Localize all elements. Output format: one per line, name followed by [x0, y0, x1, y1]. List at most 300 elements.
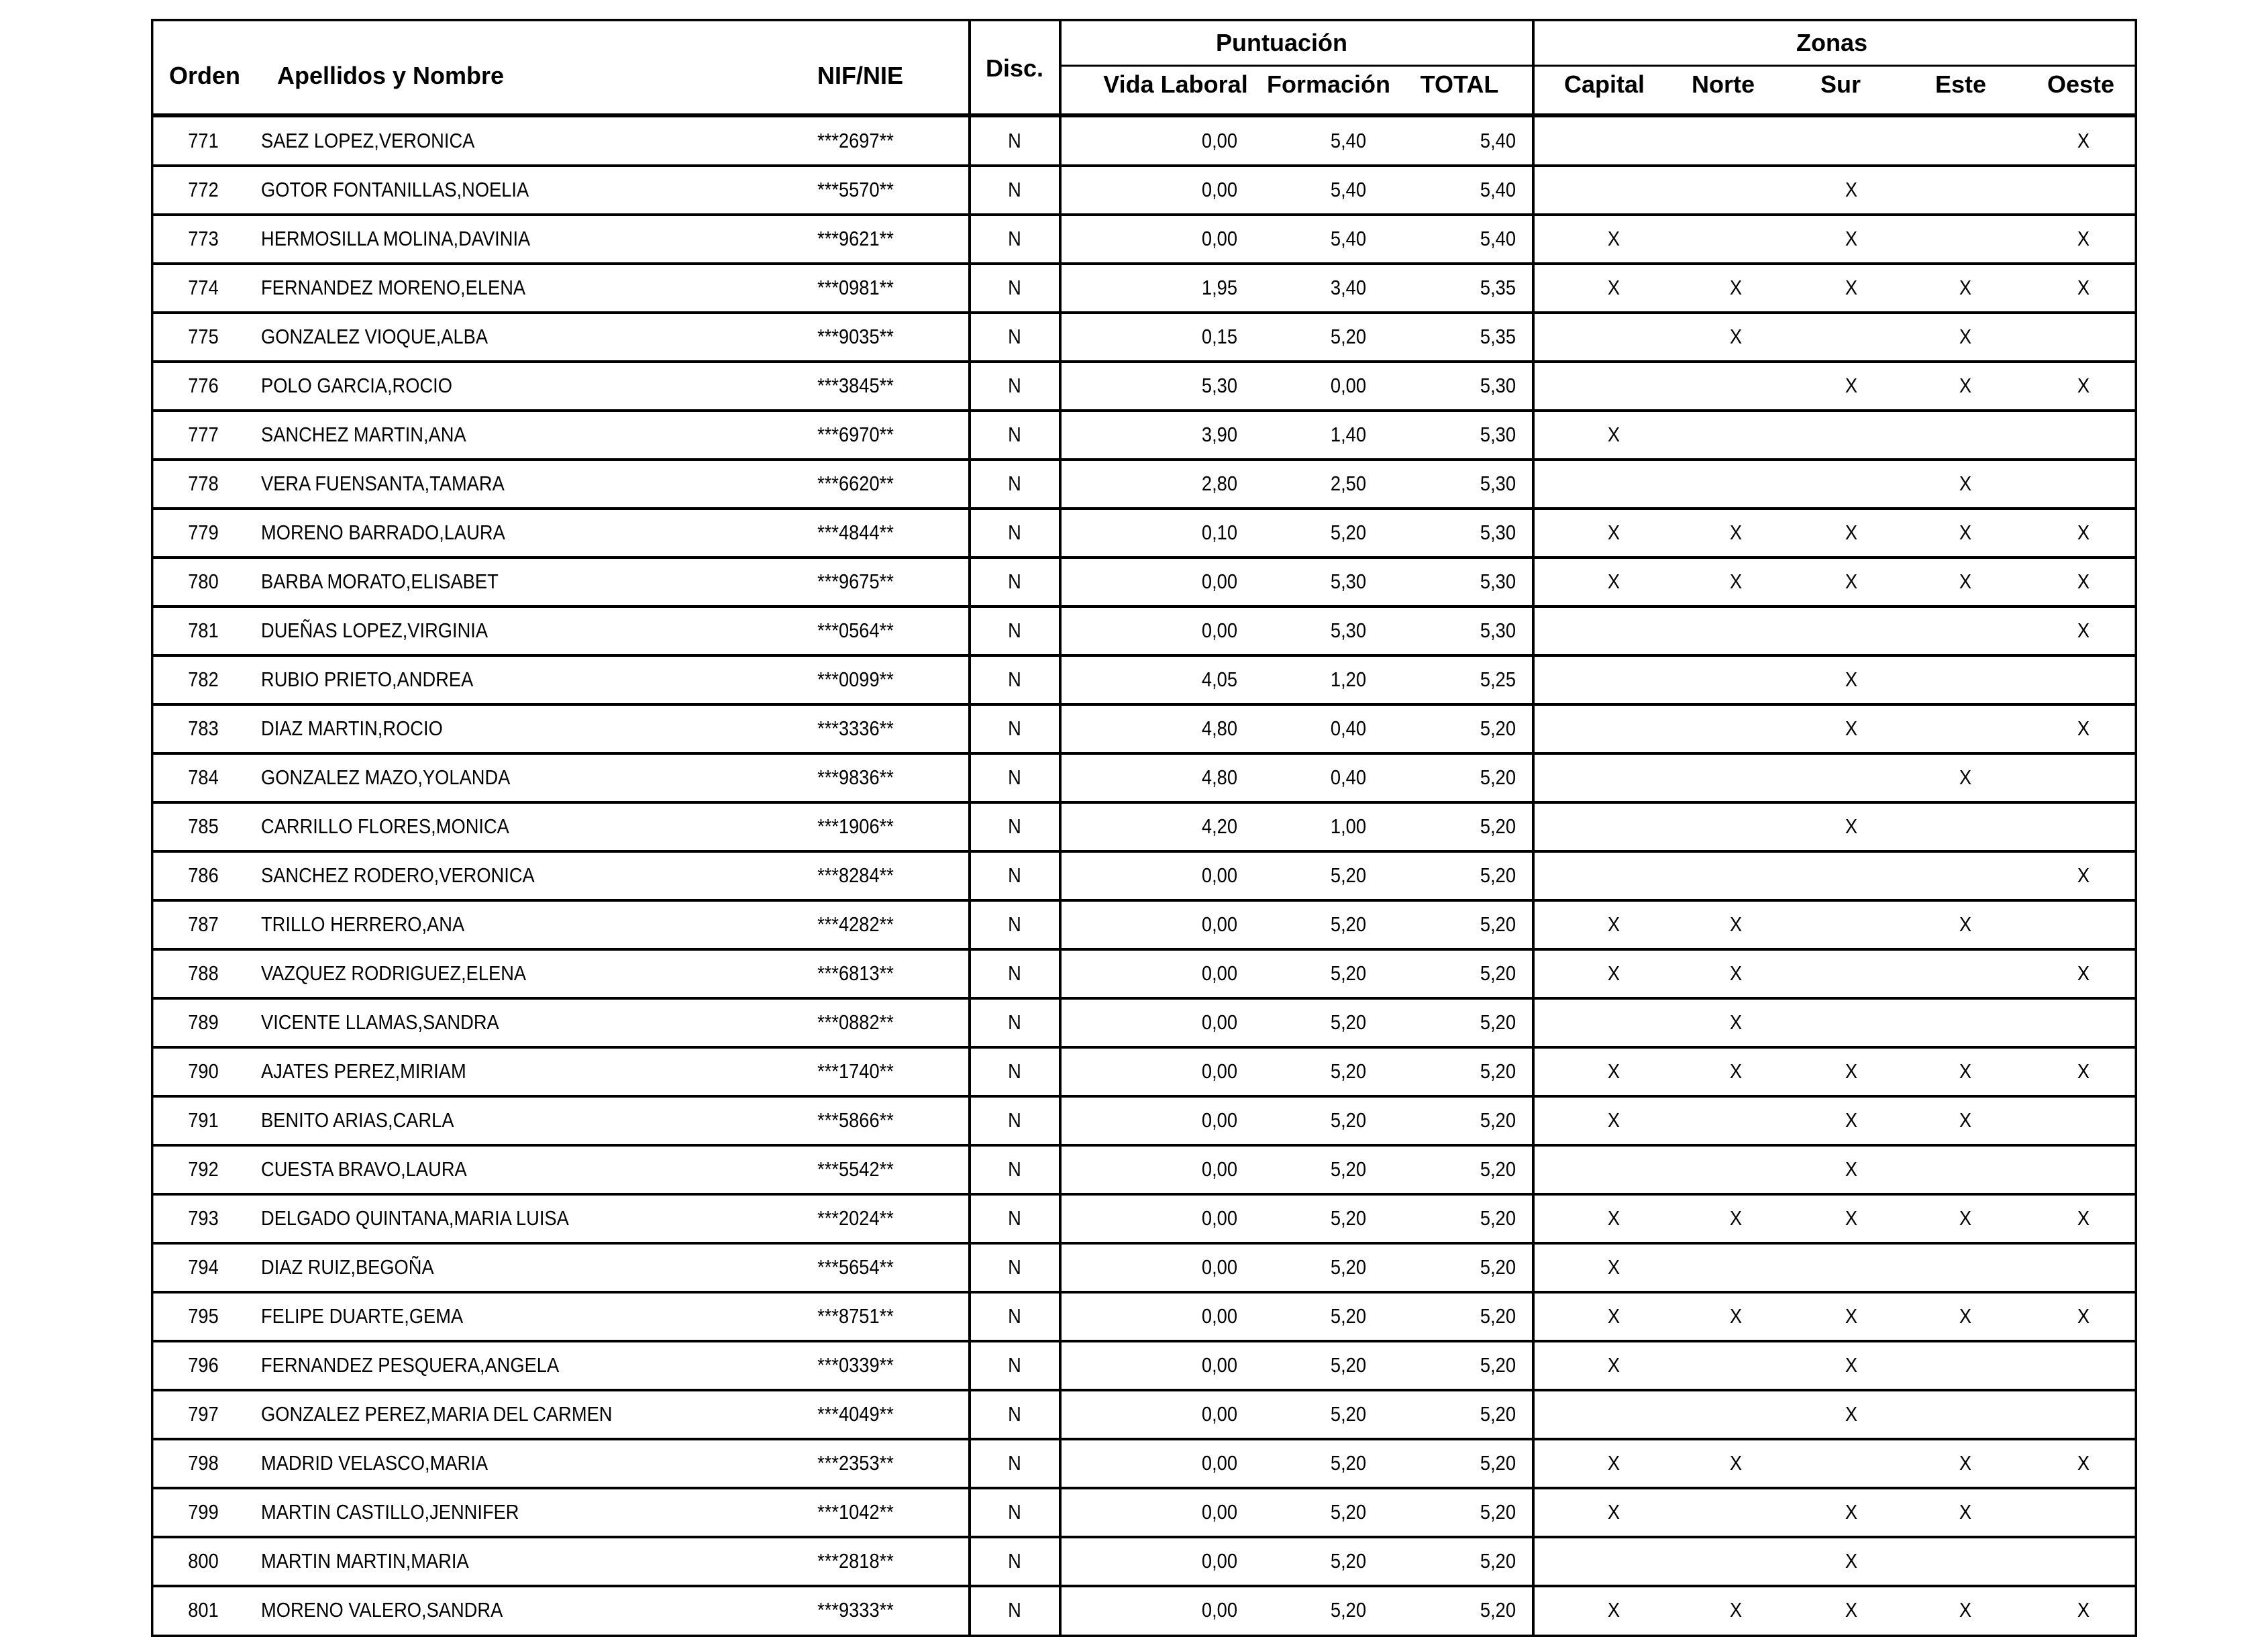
cell-disc: N: [1008, 1353, 1021, 1377]
cell-total: 5,20: [1480, 863, 1516, 887]
zone-mark-este: X: [1959, 276, 1972, 299]
cell-disc: N: [1008, 178, 1021, 201]
cell-vida-laboral: 0,00: [1201, 1206, 1237, 1230]
zone-mark-sur: X: [1845, 178, 1858, 201]
zone-mark-capital: X: [1607, 276, 1620, 299]
cell-nombre: AJATES PEREZ,MIRIAM: [261, 1059, 466, 1083]
zone-mark-norte: X: [1729, 276, 1743, 299]
cell-disc: N: [1008, 1500, 1021, 1524]
cell-nombre: GONZALEZ VIOQUE,ALBA: [261, 325, 488, 348]
cell-nif: ***1740**: [817, 1059, 894, 1083]
cell-nombre: MORENO VALERO,SANDRA: [261, 1598, 503, 1622]
cell-orden: 791: [188, 1108, 219, 1132]
cell-nombre: DIAZ MARTIN,ROCIO: [261, 717, 443, 740]
cell-total: 5,40: [1480, 227, 1516, 250]
cell-nif: ***0099**: [817, 668, 894, 691]
cell-orden: 778: [188, 472, 219, 495]
cell-nombre: TRILLO HERRERO,ANA: [261, 912, 465, 936]
zone-mark-sur: X: [1845, 717, 1858, 740]
zone-mark-sur: X: [1845, 227, 1858, 250]
cell-vida-laboral: 0,00: [1201, 1059, 1237, 1083]
zone-mark-oeste: X: [2077, 1598, 2090, 1622]
cell-nif: ***4282**: [817, 912, 894, 936]
cell-formacion: 5,40: [1330, 178, 1366, 201]
header-capital: Capital: [1563, 70, 1645, 98]
zone-mark-capital: X: [1607, 521, 1620, 544]
zone-mark-capital: X: [1607, 1108, 1620, 1132]
cell-disc: N: [1008, 961, 1021, 985]
cell-formacion: 5,20: [1330, 1598, 1366, 1622]
zone-mark-norte: X: [1729, 1451, 1743, 1475]
cell-formacion: 5,20: [1330, 863, 1366, 887]
cell-formacion: 5,20: [1330, 961, 1366, 985]
cell-total: 5,20: [1480, 765, 1516, 789]
cell-formacion: 5,40: [1330, 129, 1366, 152]
zone-mark-capital: X: [1607, 1059, 1620, 1083]
header-vida-laboral: Vida Laboral: [1103, 70, 1248, 98]
cell-orden: 793: [188, 1206, 219, 1230]
cell-orden: 783: [188, 717, 219, 740]
cell-formacion: 0,40: [1330, 717, 1366, 740]
header-orden: Orden: [168, 62, 241, 89]
cell-nombre: VERA FUENSANTA,TAMARA: [261, 472, 505, 495]
cell-orden: 777: [188, 423, 219, 446]
zone-mark-este: X: [1959, 1500, 1972, 1524]
cell-nif: ***3845**: [817, 374, 894, 397]
cell-disc: N: [1008, 325, 1021, 348]
cell-total: 5,30: [1480, 472, 1516, 495]
cell-vida-laboral: 0,10: [1201, 521, 1237, 544]
cell-vida-laboral: 4,80: [1201, 765, 1237, 789]
cell-total: 5,30: [1480, 619, 1516, 642]
cell-total: 5,20: [1480, 1402, 1516, 1426]
cell-orden: 774: [188, 276, 219, 299]
zone-mark-oeste: X: [2077, 570, 2090, 593]
zone-mark-oeste: X: [2077, 1059, 2090, 1083]
zone-mark-norte: X: [1729, 1598, 1743, 1622]
cell-formacion: 5,20: [1330, 325, 1366, 348]
cell-orden: 796: [188, 1353, 219, 1377]
cell-disc: N: [1008, 814, 1021, 838]
cell-formacion: 5,20: [1330, 1206, 1366, 1230]
zone-mark-sur: X: [1845, 1598, 1858, 1622]
cell-formacion: 3,40: [1330, 276, 1366, 299]
zone-mark-norte: X: [1729, 521, 1743, 544]
cell-nombre: DIAZ RUIZ,BEGOÑA: [261, 1255, 434, 1279]
cell-nombre: VICENTE LLAMAS,SANDRA: [261, 1010, 499, 1034]
zone-mark-norte: X: [1729, 325, 1743, 348]
cell-formacion: 0,00: [1330, 374, 1366, 397]
zone-mark-norte: X: [1729, 570, 1743, 593]
cell-total: 5,20: [1480, 1451, 1516, 1475]
cell-nif: ***1906**: [817, 814, 894, 838]
cell-disc: N: [1008, 227, 1021, 250]
cell-orden: 780: [188, 570, 219, 593]
cell-disc: N: [1008, 1304, 1021, 1328]
cell-total: 5,35: [1480, 325, 1516, 348]
cell-total: 5,40: [1480, 129, 1516, 152]
cell-disc: N: [1008, 276, 1021, 299]
cell-vida-laboral: 4,20: [1201, 814, 1237, 838]
zone-mark-oeste: X: [2077, 276, 2090, 299]
cell-orden: 772: [188, 178, 219, 201]
cell-vida-laboral: 0,00: [1201, 912, 1237, 936]
cell-nif: ***0564**: [817, 619, 894, 642]
cell-total: 5,25: [1480, 668, 1516, 691]
header-este: Este: [1935, 70, 1987, 98]
cell-orden: 790: [188, 1059, 219, 1083]
cell-total: 5,30: [1480, 521, 1516, 544]
cell-nombre: BARBA MORATO,ELISABET: [261, 570, 499, 593]
zone-mark-sur: X: [1845, 1549, 1858, 1573]
zone-mark-capital: X: [1607, 912, 1620, 936]
cell-total: 5,30: [1480, 423, 1516, 446]
zone-mark-capital: X: [1607, 227, 1620, 250]
cell-formacion: 2,50: [1330, 472, 1366, 495]
zone-mark-capital: X: [1607, 1206, 1620, 1230]
cell-nif: ***6970**: [817, 423, 894, 446]
cell-nombre: GONZALEZ PEREZ,MARIA DEL CARMEN: [261, 1402, 613, 1426]
zone-mark-oeste: X: [2077, 961, 2090, 985]
cell-formacion: 5,20: [1330, 1549, 1366, 1573]
cell-vida-laboral: 0,00: [1201, 1598, 1237, 1622]
cell-total: 5,30: [1480, 374, 1516, 397]
cell-formacion: 5,20: [1330, 1304, 1366, 1328]
cell-disc: N: [1008, 1598, 1021, 1622]
cell-nombre: RUBIO PRIETO,ANDREA: [261, 668, 474, 691]
cell-nif: ***9621**: [817, 227, 894, 250]
cell-total: 5,20: [1480, 1255, 1516, 1279]
zone-mark-este: X: [1959, 765, 1972, 789]
zone-mark-oeste: X: [2077, 619, 2090, 642]
zone-mark-oeste: X: [2077, 1206, 2090, 1230]
cell-nif: ***2818**: [817, 1549, 894, 1573]
cell-nif: ***5542**: [817, 1157, 894, 1181]
zone-mark-norte: X: [1729, 1059, 1743, 1083]
cell-nombre: MARTIN MARTIN,MARIA: [261, 1549, 469, 1573]
cell-orden: 792: [188, 1157, 219, 1181]
cell-nif: ***0339**: [817, 1353, 894, 1377]
cell-vida-laboral: 0,00: [1201, 178, 1237, 201]
zone-mark-este: X: [1959, 1206, 1972, 1230]
cell-orden: 776: [188, 374, 219, 397]
cell-orden: 800: [188, 1549, 219, 1573]
cell-nombre: POLO GARCIA,ROCIO: [261, 374, 452, 397]
cell-nombre: MARTIN CASTILLO,JENNIFER: [261, 1500, 519, 1524]
header-formacion: Formación: [1266, 70, 1391, 98]
cell-formacion: 5,20: [1330, 912, 1366, 936]
cell-disc: N: [1008, 619, 1021, 642]
cell-formacion: 5,20: [1330, 1255, 1366, 1279]
cell-nif: ***4844**: [817, 521, 894, 544]
zone-mark-sur: X: [1845, 276, 1858, 299]
cell-vida-laboral: 0,15: [1201, 325, 1237, 348]
cell-nif: ***9035**: [817, 325, 894, 348]
cell-total: 5,35: [1480, 276, 1516, 299]
cell-nif: ***8284**: [817, 863, 894, 887]
header-puntuacion: Puntuación: [1216, 29, 1347, 56]
zone-mark-capital: X: [1607, 1255, 1620, 1279]
cell-vida-laboral: 4,80: [1201, 717, 1237, 740]
cell-orden: 785: [188, 814, 219, 838]
cell-formacion: 5,20: [1330, 1451, 1366, 1475]
zone-mark-sur: X: [1845, 668, 1858, 691]
cell-total: 5,30: [1480, 570, 1516, 593]
cell-nombre: GONZALEZ MAZO,YOLANDA: [261, 765, 511, 789]
cell-disc: N: [1008, 765, 1021, 789]
zone-mark-sur: X: [1845, 1059, 1858, 1083]
cell-formacion: 5,40: [1330, 227, 1366, 250]
zone-mark-sur: X: [1845, 570, 1858, 593]
cell-nif: ***8751**: [817, 1304, 894, 1328]
zone-mark-sur: X: [1845, 374, 1858, 397]
cell-disc: N: [1008, 668, 1021, 691]
cell-total: 5,20: [1480, 1598, 1516, 1622]
cell-vida-laboral: 2,80: [1201, 472, 1237, 495]
cell-nif: ***2697**: [817, 129, 894, 152]
cell-nif: ***0882**: [817, 1010, 894, 1034]
cell-formacion: 5,20: [1330, 521, 1366, 544]
cell-orden: 799: [188, 1500, 219, 1524]
cell-total: 5,20: [1480, 912, 1516, 936]
cell-nombre: CUESTA BRAVO,LAURA: [261, 1157, 467, 1181]
cell-orden: 786: [188, 863, 219, 887]
cell-disc: N: [1008, 521, 1021, 544]
cell-nif: ***5654**: [817, 1255, 894, 1279]
cell-nombre: DELGADO QUINTANA,MARIA LUISA: [261, 1206, 569, 1230]
zone-mark-sur: X: [1845, 1157, 1858, 1181]
header-oeste: Oeste: [2047, 70, 2115, 98]
cell-total: 5,20: [1480, 1549, 1516, 1573]
cell-nif: ***3336**: [817, 717, 894, 740]
zone-mark-oeste: X: [2077, 1304, 2090, 1328]
cell-orden: 788: [188, 961, 219, 985]
cell-orden: 779: [188, 521, 219, 544]
cell-vida-laboral: 0,00: [1201, 1108, 1237, 1132]
zone-mark-norte: X: [1729, 1206, 1743, 1230]
cell-vida-laboral: 0,00: [1201, 1353, 1237, 1377]
cell-nombre: SANCHEZ MARTIN,ANA: [261, 423, 466, 446]
zone-mark-sur: X: [1845, 1500, 1858, 1524]
cell-formacion: 1,00: [1330, 814, 1366, 838]
cell-vida-laboral: 0,00: [1201, 1451, 1237, 1475]
cell-disc: N: [1008, 1157, 1021, 1181]
cell-nombre: CARRILLO FLORES,MONICA: [261, 814, 509, 838]
cell-total: 5,20: [1480, 1108, 1516, 1132]
cell-disc: N: [1008, 717, 1021, 740]
zone-mark-oeste: X: [2077, 521, 2090, 544]
header-nombre: Apellidos y Nombre: [277, 62, 505, 89]
cell-nombre: GOTOR FONTANILLAS,NOELIA: [261, 178, 529, 201]
zone-mark-este: X: [1959, 325, 1972, 348]
cell-formacion: 5,20: [1330, 1353, 1366, 1377]
cell-nif: ***9836**: [817, 765, 894, 789]
zone-mark-este: X: [1959, 912, 1972, 936]
cell-nif: ***2353**: [817, 1451, 894, 1475]
zone-mark-este: X: [1959, 374, 1972, 397]
cell-vida-laboral: 0,00: [1201, 1304, 1237, 1328]
cell-disc: N: [1008, 570, 1021, 593]
cell-nif: ***5866**: [817, 1108, 894, 1132]
cell-nombre: SANCHEZ RODERO,VERONICA: [261, 863, 535, 887]
cell-vida-laboral: 0,00: [1201, 619, 1237, 642]
zone-mark-norte: X: [1729, 1304, 1743, 1328]
zone-mark-sur: X: [1845, 814, 1858, 838]
zone-mark-capital: X: [1607, 1304, 1620, 1328]
zone-mark-sur: X: [1845, 1304, 1858, 1328]
cell-disc: N: [1008, 1451, 1021, 1475]
zone-mark-oeste: X: [2077, 227, 2090, 250]
zone-mark-este: X: [1959, 1108, 1972, 1132]
cell-disc: N: [1008, 472, 1021, 495]
cell-nombre: MADRID VELASCO,MARIA: [261, 1451, 488, 1475]
zone-mark-norte: X: [1729, 1010, 1743, 1034]
results-sheet: [151, 19, 2137, 1637]
cell-orden: 795: [188, 1304, 219, 1328]
zone-mark-oeste: X: [2077, 717, 2090, 740]
cell-disc: N: [1008, 863, 1021, 887]
zone-mark-oeste: X: [2077, 374, 2090, 397]
cell-nombre: MORENO BARRADO,LAURA: [261, 521, 505, 544]
cell-formacion: 0,40: [1330, 765, 1366, 789]
cell-disc: N: [1008, 129, 1021, 152]
cell-vida-laboral: 0,00: [1201, 863, 1237, 887]
cell-orden: 771: [188, 129, 219, 152]
zone-mark-sur: X: [1845, 521, 1858, 544]
zone-mark-capital: X: [1607, 961, 1620, 985]
cell-disc: N: [1008, 1402, 1021, 1426]
cell-orden: 787: [188, 912, 219, 936]
cell-orden: 794: [188, 1255, 219, 1279]
cell-vida-laboral: 0,00: [1201, 570, 1237, 593]
zone-mark-este: X: [1959, 570, 1972, 593]
cell-vida-laboral: 0,00: [1201, 1010, 1237, 1034]
cell-nombre: SAEZ LOPEZ,VERONICA: [261, 129, 475, 152]
zone-mark-este: X: [1959, 1598, 1972, 1622]
cell-formacion: 1,20: [1330, 668, 1366, 691]
cell-total: 5,20: [1480, 1353, 1516, 1377]
cell-nombre: HERMOSILLA MOLINA,DAVINIA: [261, 227, 531, 250]
cell-nif: ***9675**: [817, 570, 894, 593]
zone-mark-norte: X: [1729, 961, 1743, 985]
zone-mark-este: X: [1959, 521, 1972, 544]
cell-total: 5,20: [1480, 1157, 1516, 1181]
cell-formacion: 5,20: [1330, 1108, 1366, 1132]
zone-mark-este: X: [1959, 1059, 1972, 1083]
cell-orden: 798: [188, 1451, 219, 1475]
cell-nombre: VAZQUEZ RODRIGUEZ,ELENA: [261, 961, 527, 985]
cell-nif: ***5570**: [817, 178, 894, 201]
cell-nif: ***4049**: [817, 1402, 894, 1426]
cell-total: 5,20: [1480, 814, 1516, 838]
cell-vida-laboral: 5,30: [1201, 374, 1237, 397]
zone-mark-sur: X: [1845, 1402, 1858, 1426]
cell-vida-laboral: 0,00: [1201, 961, 1237, 985]
cell-nombre: FERNANDEZ PESQUERA,ANGELA: [261, 1353, 560, 1377]
cell-total: 5,20: [1480, 1500, 1516, 1524]
cell-vida-laboral: 0,00: [1201, 1157, 1237, 1181]
cell-vida-laboral: 0,00: [1201, 1255, 1237, 1279]
cell-nombre: FELIPE DUARTE,GEMA: [261, 1304, 464, 1328]
cell-vida-laboral: 3,90: [1201, 423, 1237, 446]
zone-mark-este: X: [1959, 1451, 1972, 1475]
zone-mark-capital: X: [1607, 423, 1620, 446]
zone-mark-capital: X: [1607, 1598, 1620, 1622]
header-zonas: Zonas: [1796, 29, 1868, 56]
cell-nif: ***2024**: [817, 1206, 894, 1230]
cell-orden: 781: [188, 619, 219, 642]
cell-nif: ***1042**: [817, 1500, 894, 1524]
zone-mark-capital: X: [1607, 570, 1620, 593]
header-disc: Disc.: [985, 54, 1044, 82]
cell-nif: ***6620**: [817, 472, 894, 495]
cell-disc: N: [1008, 1059, 1021, 1083]
cell-orden: 801: [188, 1598, 219, 1622]
cell-disc: N: [1008, 374, 1021, 397]
cell-formacion: 5,20: [1330, 1010, 1366, 1034]
cell-total: 5,20: [1480, 1206, 1516, 1230]
cell-vida-laboral: 4,05: [1201, 668, 1237, 691]
zone-mark-este: X: [1959, 472, 1972, 495]
zone-mark-sur: X: [1845, 1353, 1858, 1377]
cell-disc: N: [1008, 1206, 1021, 1230]
cell-vida-laboral: 0,00: [1201, 227, 1237, 250]
cell-nombre: FERNANDEZ MORENO,ELENA: [261, 276, 526, 299]
cell-total: 5,20: [1480, 1304, 1516, 1328]
zone-mark-capital: X: [1607, 1451, 1620, 1475]
cell-formacion: 5,20: [1330, 1500, 1366, 1524]
cell-formacion: 5,20: [1330, 1059, 1366, 1083]
zone-mark-oeste: X: [2077, 1451, 2090, 1475]
cell-vida-laboral: 0,00: [1201, 1500, 1237, 1524]
header-norte: Norte: [1691, 70, 1755, 98]
header-total: TOTAL: [1420, 70, 1499, 98]
zone-mark-oeste: X: [2077, 129, 2090, 152]
cell-formacion: 1,40: [1330, 423, 1366, 446]
cell-total: 5,20: [1480, 1059, 1516, 1083]
cell-total: 5,20: [1480, 1010, 1516, 1034]
cell-formacion: 5,30: [1330, 619, 1366, 642]
cell-vida-laboral: 0,00: [1201, 1549, 1237, 1573]
zone-mark-capital: X: [1607, 1353, 1620, 1377]
cell-disc: N: [1008, 912, 1021, 936]
cell-formacion: 5,20: [1330, 1157, 1366, 1181]
cell-nif: ***0981**: [817, 276, 894, 299]
cell-disc: N: [1008, 423, 1021, 446]
zone-mark-oeste: X: [2077, 863, 2090, 887]
cell-orden: 775: [188, 325, 219, 348]
zone-mark-este: X: [1959, 1304, 1972, 1328]
cell-orden: 797: [188, 1402, 219, 1426]
cell-nombre: BENITO ARIAS,CARLA: [261, 1108, 454, 1132]
cell-total: 5,20: [1480, 961, 1516, 985]
cell-disc: N: [1008, 1108, 1021, 1132]
cell-vida-laboral: 0,00: [1201, 1402, 1237, 1426]
cell-orden: 782: [188, 668, 219, 691]
header-sur: Sur: [1820, 70, 1861, 98]
cell-formacion: 5,30: [1330, 570, 1366, 593]
cell-nombre: DUEÑAS LOPEZ,VIRGINIA: [261, 619, 488, 642]
cell-orden: 784: [188, 765, 219, 789]
cell-orden: 789: [188, 1010, 219, 1034]
cell-total: 5,40: [1480, 178, 1516, 201]
cell-nif: ***9333**: [817, 1598, 894, 1622]
cell-vida-laboral: 1,95: [1201, 276, 1237, 299]
cell-formacion: 5,20: [1330, 1402, 1366, 1426]
zone-mark-sur: X: [1845, 1206, 1858, 1230]
cell-disc: N: [1008, 1549, 1021, 1573]
zone-mark-sur: X: [1845, 1108, 1858, 1132]
